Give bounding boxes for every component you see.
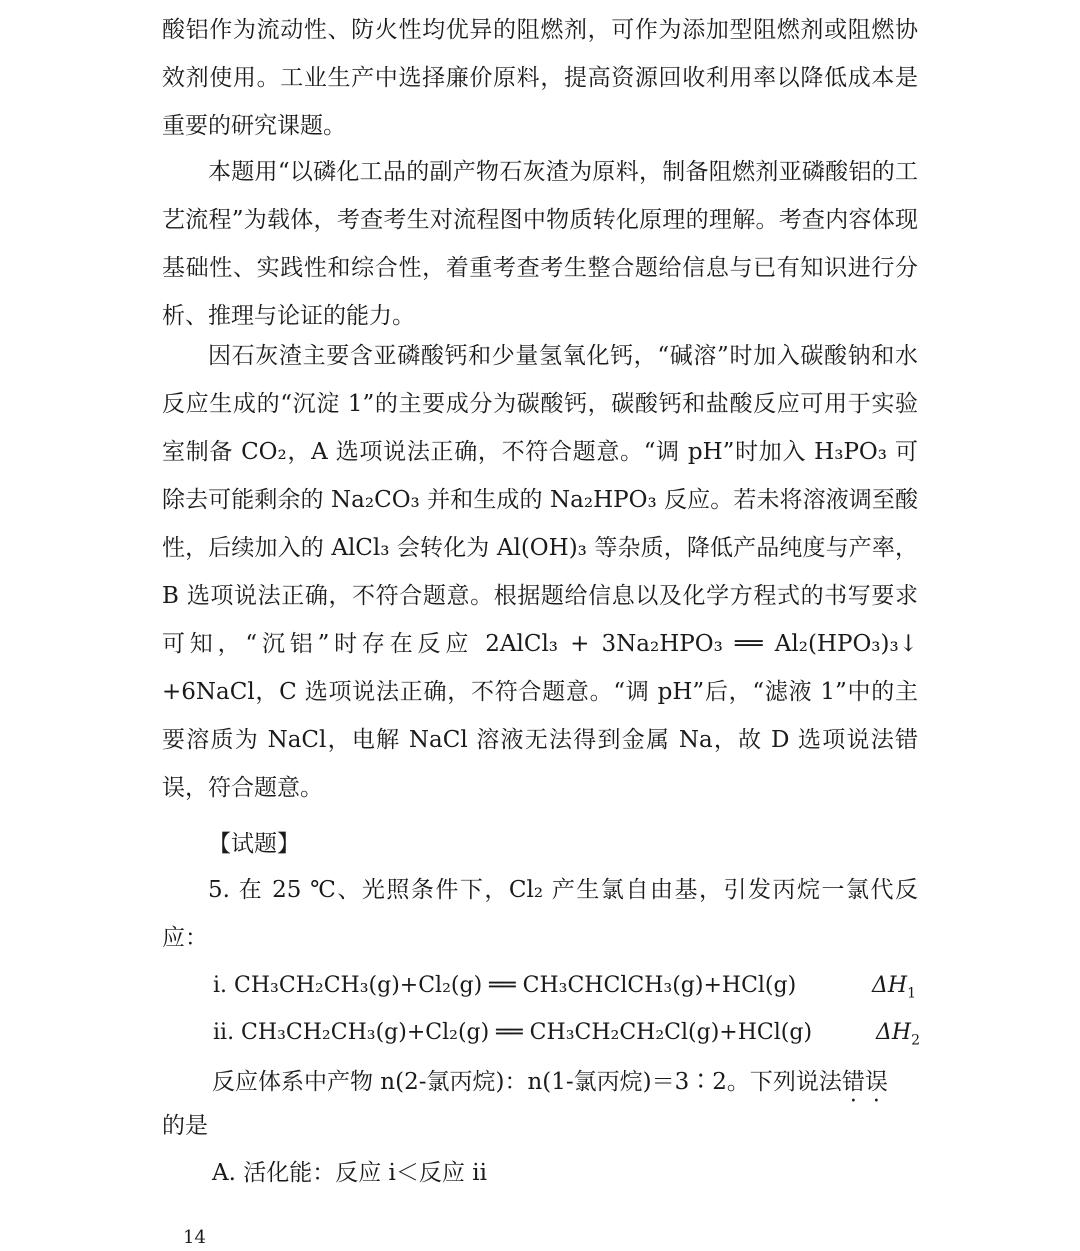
emphasis-char-1: 错 xyxy=(841,1069,865,1095)
reaction-i-enthalpy xyxy=(872,970,916,1009)
delta-h-subscript: 1 xyxy=(907,985,916,1002)
question-stem: 5. 在 25 ℃、光照条件下，Cl₂ 产生氯自由基，引发丙烷一氯代反应： xyxy=(162,877,918,951)
delta-h-subscript: 2 xyxy=(911,1032,920,1049)
page-number: 14 xyxy=(183,1227,206,1248)
option-a: A. 活化能：反应 i＜反应 ii xyxy=(212,1160,487,1186)
reaction-ii: ii. CH₃CH₂CH₃(g)+Cl₂(g) ══ CH₃CH₂CH₂Cl(g)+HCl(g) xyxy=(213,1020,813,1045)
paragraph-3: 因石灰渣主要含亚磷酸钙和少量氢氧化钙，“碱溶”时加入碳酸钠和水反应生成的“沉淀 1”的主要成分为碳酸钙，碳酸钙和盐酸反应可用于实验室制备 CO₂，A 选项说法正确，不符合题意。“调 pH”时加入 H₃PO₃ 可除去可能剩余的 Na₂CO₃ 并和生成的 Na₂HPO₃ 反应。若未将溶液调至酸性，后续加入的 AlCl₃ 会转化为 Al(OH)₃ 等杂质，降低产品纯度与产率，B 选项说法正确，不符合题意。根据题给信息以及化学方程式的书写要求可知，“沉铝”时存在反应 2AlCl₃ + 3Na₂HPO₃ ══ Al₂(HPO₃)₃↓ +6NaCl，C 选项说法正确，不符合题意。“调 pH”后，“滤液 1”中的主要溶质为 NaCl，电解 NaCl 溶液无法得到金属 Na，故 D 选项说法错误，符合题意。 xyxy=(162,343,918,801)
reaction-ii-enthalpy xyxy=(876,1017,920,1056)
paragraph-1: 酸铝作为流动性、防火性均优异的阻燃剂，可作为添加型阻燃剂或阻燃协效剂使用。工业生产中选择廉价原料，提高资源回收利用率以降低成本是重要的研究课题。 xyxy=(162,17,918,139)
reaction-i: i. CH₃CH₂CH₃(g)+Cl₂(g) ══ CH₃CHClCH₃(g)+HCl(g) xyxy=(213,973,797,998)
delta-h-symbol: ΔH xyxy=(872,973,908,998)
statement-text: 反应体系中产物 n(2-氯丙烷)：n(1-氯丙烷)＝3∶2。下列说法 xyxy=(212,1069,842,1095)
delta-h-symbol: ΔH xyxy=(876,1020,912,1045)
question-statement-continued: 的是 xyxy=(162,1113,208,1139)
question-statement xyxy=(212,1066,972,1098)
section-heading: 【试题】 xyxy=(208,831,300,857)
paragraph-2: 本题用“以磷化工品的副产物石灰渣为原料，制备阻燃剂亚磷酸铝的工艺流程”为载体，考查考生对流程图中物质转化原理的理解。考查内容体现基础性、实践性和综合性，着重考查考生整合题给信息与已有知识进行分析、推理与论证的能力。 xyxy=(162,159,918,329)
emphasis-char-2: 误 xyxy=(864,1069,888,1095)
